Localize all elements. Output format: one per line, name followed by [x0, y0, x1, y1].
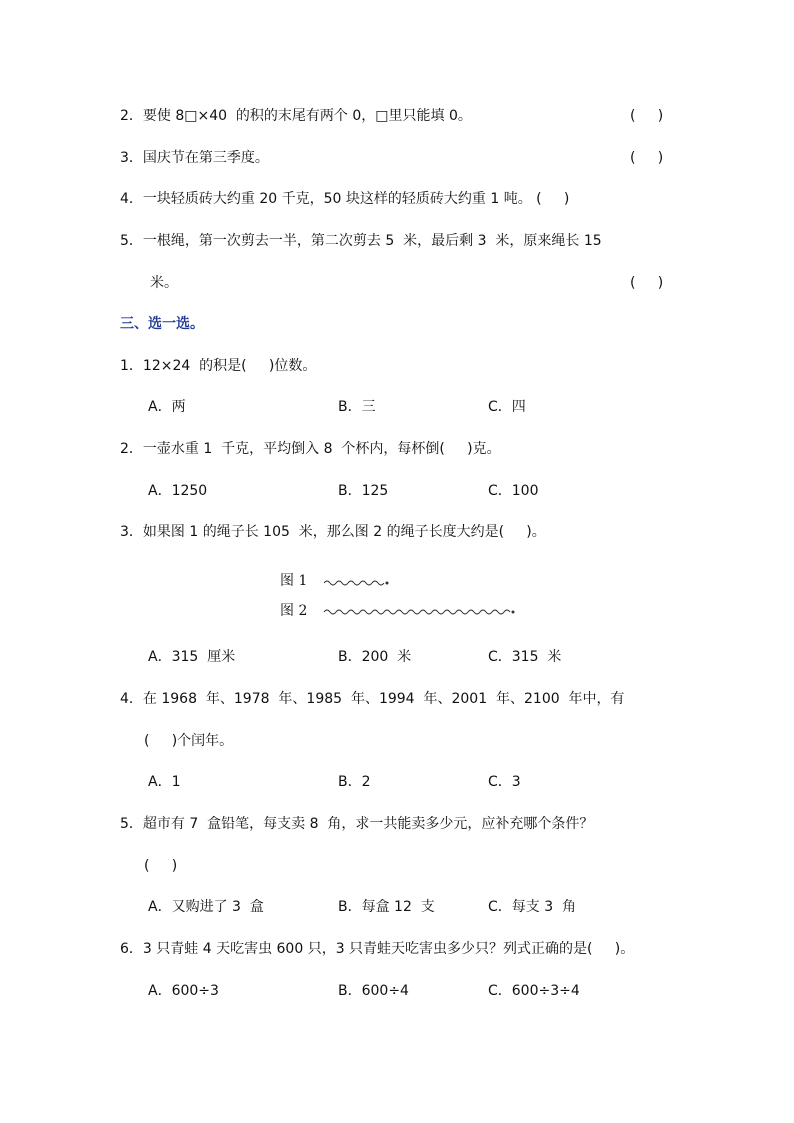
choice-q2-option-c[interactable]: C．100 [488, 483, 539, 499]
choice-q6-option-c[interactable]: C．600÷3÷4 [488, 983, 580, 999]
choice-q4-option-a[interactable]: A．1 [148, 774, 181, 790]
section-title: 三、选一选。 [120, 316, 204, 332]
choice-q1-option-a[interactable]: A．两 [148, 399, 186, 415]
choice-q2-stem: 2．一壶水重 1 千克，平均倒入 8 个杯内，每杯倒( )克。 [120, 441, 501, 457]
judge-q5-line1: 5．一根绳，第一次剪去一半，第二次剪去 5 米，最后剩 3 米，原来绳长 15 [120, 233, 602, 249]
judge-q3-answer-blank[interactable]: ( ) [630, 150, 664, 166]
choice-q4-option-c[interactable]: C．3 [488, 774, 521, 790]
choice-q1-option-c[interactable]: C．四 [488, 399, 526, 415]
figure-2-label: 图 2 [280, 603, 308, 619]
choice-q2-option-b[interactable]: B．125 [338, 483, 389, 499]
choice-q6-option-a[interactable]: A．600÷3 [148, 983, 219, 999]
choice-q4-option-b[interactable]: B．2 [338, 774, 371, 790]
judge-q5-line2: 米。 [150, 275, 178, 291]
choice-q6-option-b[interactable]: B．600÷4 [338, 983, 409, 999]
judge-q2-answer-blank[interactable]: ( ) [630, 108, 664, 124]
choice-q5-line2: ( ) [144, 858, 178, 874]
rope-figure-2 [322, 605, 518, 617]
judge-q2-text: 2．要使 8□×40 的积的末尾有两个 0，□里只能填 0。 [120, 108, 472, 124]
choice-q3-option-c[interactable]: C．315 米 [488, 649, 562, 665]
choice-q5-option-b[interactable]: B．每盒 12 支 [338, 899, 435, 915]
judge-q5-answer-blank[interactable]: ( ) [630, 275, 664, 291]
judge-q4-text: 4．一块轻质砖大约重 20 千克，50 块这样的轻质砖大约重 1 吨。 ( ) [120, 191, 570, 207]
choice-q4-line1: 4．在 1968 年、1978 年、1985 年、1994 年、2001 年、2100 年中，有 [120, 691, 625, 707]
choice-q1-stem: 1．12×24 的积是( )位数。 [120, 358, 317, 374]
choice-q5-option-a[interactable]: A．又购进了 3 盒 [148, 899, 264, 915]
choice-q5-line1: 5．超市有 7 盒铅笔，每支卖 8 角，求一共能卖多少元，应补充哪个条件？ [120, 816, 594, 832]
judge-q3-text: 3．国庆节在第三季度。 [120, 150, 269, 166]
rope-figure-1 [322, 576, 394, 588]
choice-q4-line2: ( )个闰年。 [144, 733, 234, 749]
choice-q6-stem: 6．3 只青蛙 4 天吃害虫 600 只，3 只青蛙天吃害虫多少只？列式正确的是( )。 [120, 941, 635, 957]
figure-1-label: 图 1 [280, 573, 308, 589]
choice-q1-option-b[interactable]: B．三 [338, 399, 376, 415]
choice-q5-option-c[interactable]: C．每支 3 角 [488, 899, 577, 915]
choice-q3-option-b[interactable]: B．200 米 [338, 649, 412, 665]
choice-q2-option-a[interactable]: A．1250 [148, 483, 208, 499]
choice-q3-option-a[interactable]: A．315 厘米 [148, 649, 236, 665]
choice-q3-stem: 3．如果图 1 的绳子长 105 米，那么图 2 的绳子长度大约是( )。 [120, 524, 546, 540]
